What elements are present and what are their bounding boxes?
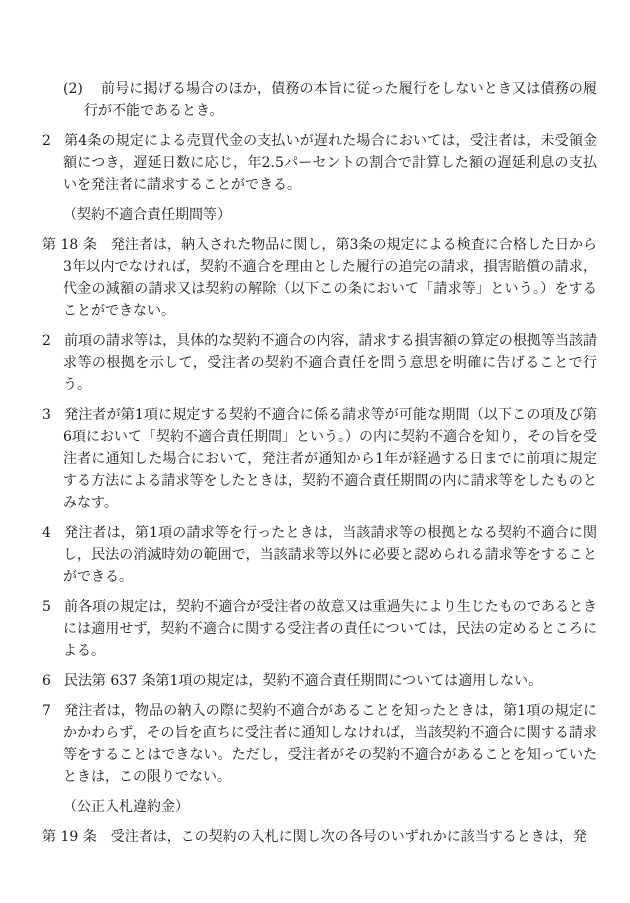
section-heading [42,204,597,226]
article-number: 第 19 条 [42,829,97,845]
paragraph-text: 第4条の規定による売買代金の支払いが遅れた場合においては，受注者は，未受領金額につき，遅延日数に応じ，年2.5パーセントの割合で計算した額の遅延利息の支払いを発注者に請求することができる。 [63,133,597,193]
paragraph-text: 前各項の規定は，契約不適合が受注者の故意又は重過失により生じたものであるときには適用せず，契約不適合に関する受注者の責任については，民法の定めるところによる。 [63,599,597,659]
paragraph-number: 7 [42,703,51,719]
article-paragraph [42,826,597,848]
clause-item [42,78,597,122]
paragraph [42,404,597,514]
clause-item-number: (2) [63,81,83,97]
paragraph-number: 5 [42,599,51,615]
article-number: 第 18 条 [42,237,97,253]
paragraph-text: 民法第 637 条第1項の規定は，契約不適合責任期間については適用しない。 [63,673,543,689]
paragraph-text: 前項の請求等は，具体的な契約不適合の内容，請求する損害額の算定の根拠等当該請求等の根拠を示して，受注者の契約不適合責任を問う意思を明確に告げることで行う。 [63,333,597,393]
paragraph-text: 発注者は，物品の納入の際に契約不適合があることを知ったときは，第1項の規定にかかわらず，その旨を直ちに受注者に通知しなければ，当該契約不適合に関する請求等をすることはできない。ただし，受注者がその契約不適合があることを知っていたときは，この限りでない。 [63,703,597,785]
article-paragraph [42,234,597,322]
section-heading [42,796,597,818]
paragraph-number: 3 [42,407,51,423]
paragraph-text: 発注者が第1項に規定する契約不適合に係る請求等が可能な期間（以下この項及び第6項において「契約不適合責任期間」という。）の内に契約不適合を知り，その旨を受注者に通知した場合において，発注者が通知から1年が経過する日までに前項に規定する方法による請求等をしたときは，契約不適合責任期間の内に請求等をしたものとみなす。 [63,407,597,511]
paragraph-text: 発注者は，第1項の請求等を行ったときは，当該請求等の根拠となる契約不適合に関し，民法の消滅時効の範囲で，当該請求等以外に必要と認められる請求等をすることができる。 [63,525,597,585]
paragraph [42,330,597,396]
paragraph [42,700,597,788]
article-text: 受注者は，この契約の入札に関し次の各号のいずれかに該当するときは，発 [110,829,587,845]
paragraph [42,596,597,662]
paragraph-number: 2 [42,133,51,149]
paragraph [42,522,597,588]
paragraph-number: 4 [42,525,51,541]
paragraph-number: 6 [42,673,51,689]
section-heading-text: （契約不適合責任期間等） [63,207,231,223]
article-text: 発注者は，納入された物品に関し，第3条の規定による検査に合格した日から3年以内でなければ，契約不適合を理由とした履行の追完の請求，損害賠償の請求，代金の減額の請求又は契約の解除（以下この条において「請求等」という。）をすることができない。 [63,237,598,319]
paragraph [42,670,597,692]
paragraph-number: 2 [42,333,51,349]
clause-item-text: 前号に掲げる場合のほか，債務の本旨に従った履行をしないとき又は債務の履行が不能であるとき。 [84,81,597,119]
paragraph [42,130,597,196]
section-heading-text: （公正入札違約金） [63,799,189,815]
